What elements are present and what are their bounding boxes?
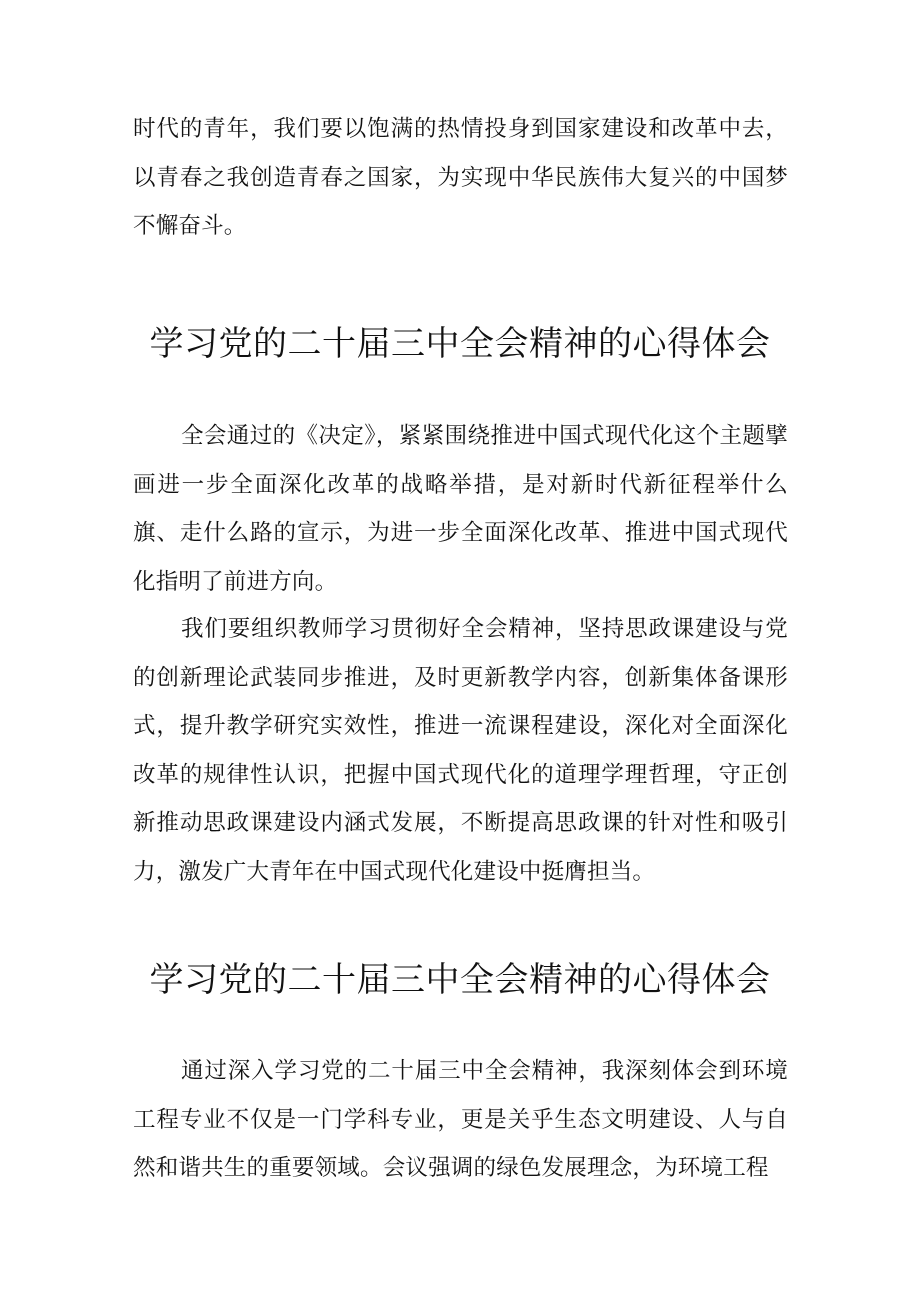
continuation-paragraph: 时代的青年，我们要以饱满的热情投身到国家建设和改革中去，以青春之我创造青春之国家，为实现中华民族伟大复兴的中国梦不懈奋斗。: [133, 116, 788, 239]
section-heading-2: 学习党的二十届三中全会精神的心得体会: [149, 960, 771, 1000]
section-1-paragraph-1: 全会通过的《决定》，紧紧围绕推进中国式现代化这个主题擘画进一步全面深化改革的战略举措，是对新时代新征程举什么旗、走什么路的宣示，为进一步全面深化改革、推进中国式现代化指明了前进方向。: [133, 423, 788, 595]
section-2-paragraph-1: 通过深入学习党的二十届三中全会精神，我深刻体会到环境工程专业不仅是一门学科专业，更是关乎生态文明建设、人与自然和谐共生的重要领域。会议强调的绿色发展理念，为环境工程: [133, 1058, 788, 1181]
section-heading-1: 学习党的二十届三中全会精神的心得体会: [149, 324, 771, 364]
section-1-paragraph-2: 我们要组织教师学习贯彻好全会精神，坚持思政课建设与党的创新理论武装同步推进，及时更新教学内容，创新集体备课形式，提升教学研究实效性，推进一流课程建设，深化对全面深化改革的规律性认识，把握中国式现代化的道理学理哲理，守正创新推动思政课建设内涵式发展，不断提高思政课的针对性和吸引力，激发广大青年在中国式现代化建设中挺膺担当。: [133, 616, 788, 885]
